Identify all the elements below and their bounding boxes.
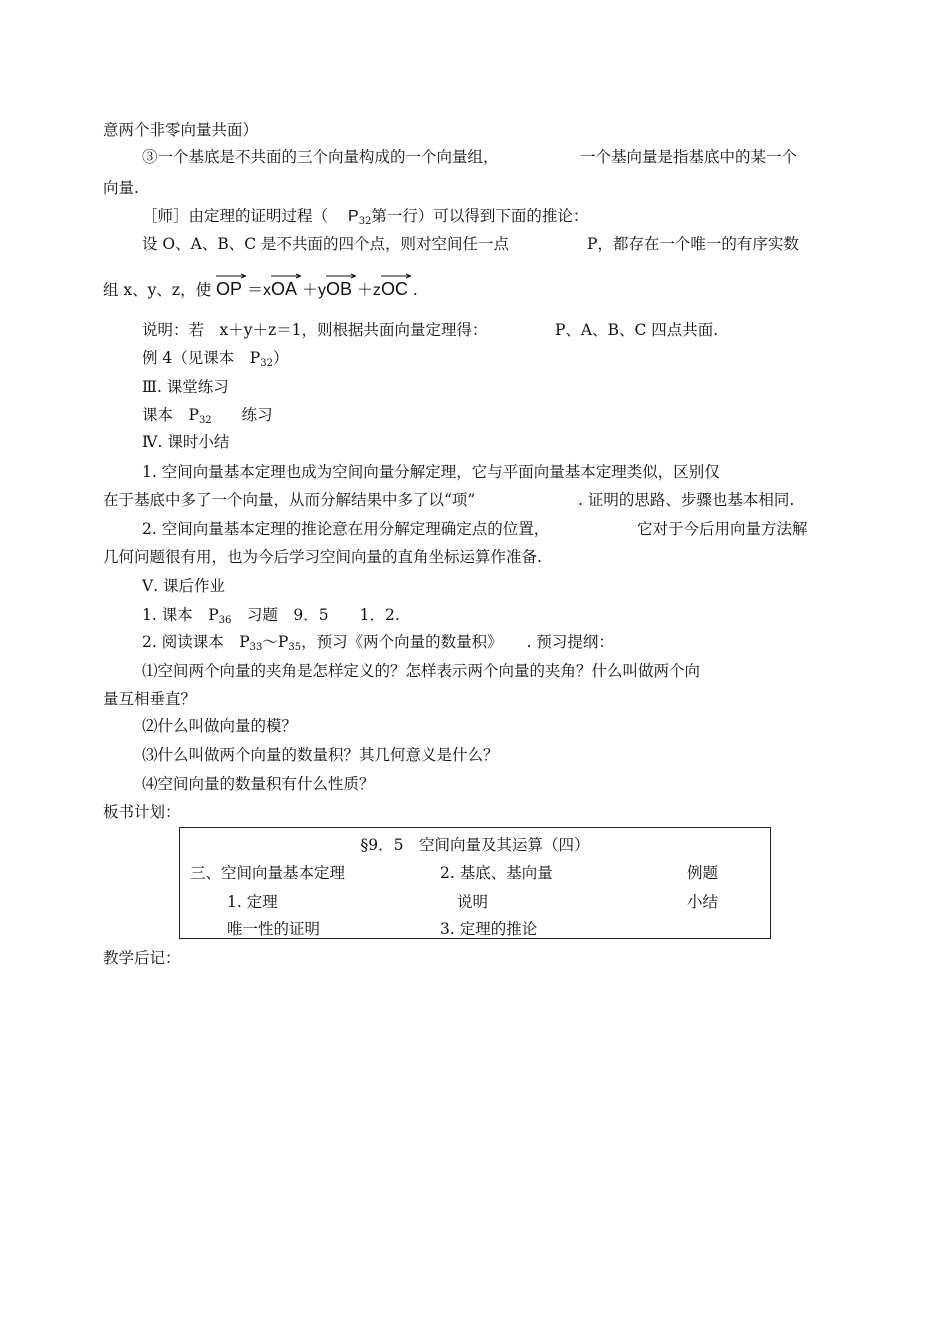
board-plan-heading: 板书计划：: [103, 803, 181, 821]
text-line-2b: 一个基向量是指基底中的某一个: [580, 148, 798, 166]
text-line-5a: 设 O、A、B、C 是不共面的四个点，则对空间任一点: [142, 235, 510, 253]
equation-operator: ＝x: [246, 282, 271, 299]
board-plan-box: [179, 827, 771, 939]
page-ref-subscript: 32: [260, 358, 273, 369]
equation-operator: ＋z: [356, 282, 381, 299]
vector-oc: OC: [381, 278, 408, 300]
text-line-14a: 2. 空间向量基本定理的推论意在用分解定理确定点的位置，: [142, 520, 550, 538]
text-line-14b: 它对于今后用向量方法解: [637, 520, 808, 538]
vector-equation-line: [103, 278, 418, 302]
page-ref-subscript: 32: [198, 415, 212, 426]
text-segment: 练习: [241, 406, 273, 424]
text-line-13a: 在于基底中多了一个向量，从而分解结果中多了以“项”: [103, 491, 476, 509]
text-segment: 课本 P: [142, 406, 199, 424]
vector-arrow-icon: [216, 273, 246, 279]
text-segment: ，预习《两个向量的数量积》: [301, 633, 503, 651]
text-line-15: 几何问题很有用，也为今后学习空间向量的直角坐标运算作准备.: [103, 548, 542, 566]
text-line-23: ⑷空间向量的数量积有什么性质？: [142, 775, 375, 793]
text-line-12: 1. 空间向量基本定理也成为空间向量分解定理，它与平面向量基本定理类似，区别仅: [142, 463, 720, 481]
text-line-17: [142, 605, 400, 631]
section-heading-homework: Ⅴ. 课后作业: [142, 577, 226, 595]
text-line-7b: P、A、B、C 四点共面.: [555, 321, 719, 339]
text-segment: 例 4（见课本 P: [142, 349, 261, 367]
text-segment: 第一行）可以得到下面的推论：: [371, 207, 589, 225]
text-line-21: ⑵什么叫做向量的模？: [142, 717, 298, 735]
text-line-2a: ③一个基底是不共面的三个向量构成的一个向量组，: [142, 148, 499, 166]
board-item: 3. 定理的推论: [440, 920, 538, 938]
text-line-8: [142, 348, 288, 374]
board-item: 例题: [687, 864, 719, 882]
text-line-1: 意两个非零向量共面）: [103, 121, 259, 139]
text-segment: ［师］由定理的证明过程（: [142, 207, 329, 225]
section-heading-summary: Ⅳ. 课时小结: [142, 433, 230, 451]
equation-operator: ＋y: [301, 282, 326, 299]
vector-oa: OA: [271, 278, 297, 300]
text-line-18: [142, 632, 614, 658]
text-segment: 组 x、y、z，使: [103, 281, 212, 299]
board-item: 唯一性的证明: [227, 920, 321, 938]
text-line-19: ⑴空间两个向量的夹角是怎样定义的？怎样表示两个向量的夹角？什么叫做两个向: [142, 662, 701, 680]
section-heading-practice: Ⅲ. 课堂练习: [142, 378, 229, 396]
board-item: 2. 基底、基向量: [440, 864, 553, 882]
text-line-5b: P，都存在一个唯一的有序实数: [587, 235, 799, 253]
text-line-4: [142, 206, 588, 232]
board-title: §9．5 空间向量及其运算（四）: [360, 836, 590, 854]
page-ref-subscript: 36: [218, 615, 232, 626]
page-ref-subscript: 32: [358, 216, 372, 227]
text-line-20: 量互相垂直？: [103, 690, 197, 708]
text-line-13b: . 证明的思路、步骤也基本相同.: [578, 491, 795, 509]
text-line-7a: 说明：若 x＋y＋z＝1，则根据共面向量定理得：: [142, 321, 488, 339]
text-segment: ～P: [262, 633, 289, 651]
text-segment: 习题 9．5 1．2.: [231, 606, 400, 624]
text-line-22: ⑶什么叫做两个向量的数量积？其几何意义是什么？: [142, 746, 499, 764]
vector-arrow-icon: [326, 273, 356, 279]
vector-op: OP: [216, 278, 242, 300]
page-ref-subscript: 33: [249, 642, 263, 653]
vector-arrow-icon: [381, 273, 411, 279]
text-line-10: [142, 405, 273, 431]
text-segment: 2. 阅读课本 P: [142, 633, 250, 651]
teaching-notes-heading: 教学后记：: [103, 949, 181, 967]
text-segment: 1. 课本 P: [142, 606, 219, 624]
board-item: 1. 定理: [227, 893, 278, 911]
board-item: 小结: [687, 893, 719, 911]
text-segment: . 预习提纲：: [526, 633, 614, 651]
vector-ob: OB: [326, 278, 352, 300]
text-segment: ）: [272, 349, 289, 367]
page-ref-subscript: 35: [288, 642, 302, 653]
text-line-3: 向量.: [103, 179, 139, 197]
vector-arrow-icon: [271, 273, 301, 279]
board-item: 三、空间向量基本定理: [190, 864, 346, 882]
page-ref: P: [348, 208, 359, 225]
text-segment: .: [412, 281, 418, 299]
board-item: 说明: [457, 893, 489, 911]
